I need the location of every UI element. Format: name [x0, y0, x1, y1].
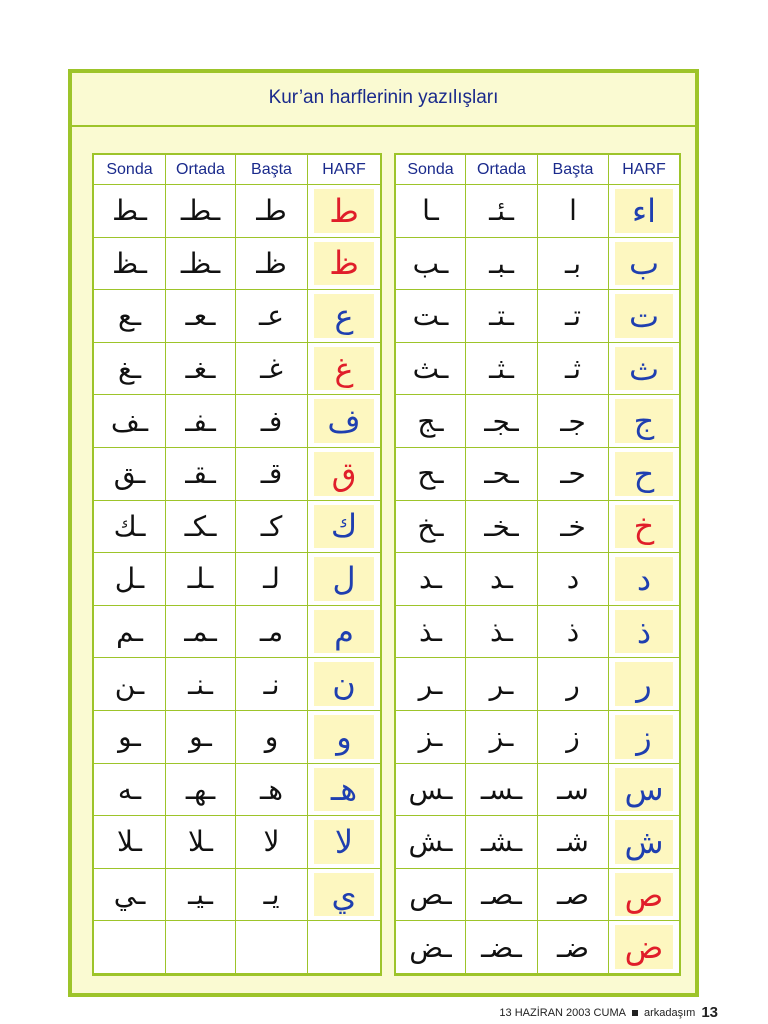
- right-header-harf: HARF: [609, 155, 679, 185]
- right-cell-sonda: ـز: [396, 711, 466, 764]
- left-cell-ortada: ـهـ: [166, 764, 236, 817]
- right-cell-sonda: ـش: [396, 816, 466, 869]
- right-cell-ortada: ـر: [466, 658, 538, 711]
- right-cell-harf: [609, 343, 679, 396]
- left-cell-sonda: ـظ: [94, 238, 166, 291]
- right-cell-basta: حـ: [538, 448, 609, 501]
- harf-letter: ف: [327, 402, 361, 441]
- left-cell-harf: [308, 606, 380, 659]
- right-letter-grid: [396, 155, 679, 974]
- left-cell-basta: و: [236, 711, 308, 764]
- harf-letter: ب: [628, 244, 660, 283]
- left-cell-ortada: ـعـ: [166, 290, 236, 343]
- right-cell-ortada: ـثـ: [466, 343, 538, 396]
- right-cell-basta: ثـ: [538, 343, 609, 396]
- left-cell-ortada: ـظـ: [166, 238, 236, 291]
- right-cell-harf: [609, 869, 679, 922]
- left-cell-harf: [308, 764, 380, 817]
- left-cell-basta: غـ: [236, 343, 308, 396]
- left-cell-basta: لـ: [236, 553, 308, 606]
- right-cell-harf: [609, 185, 679, 238]
- left-cell-sonda: ـل: [94, 553, 166, 606]
- title-bar: [72, 73, 695, 127]
- right-cell-sonda: ـح: [396, 448, 466, 501]
- harf-letter: ك: [330, 507, 358, 546]
- left-cell-basta: [236, 921, 308, 974]
- page-title: Kur’an harflerinin yazılışları: [268, 87, 499, 108]
- left-cell-ortada: ـلا: [166, 816, 236, 869]
- harf-letter: ل: [332, 559, 356, 598]
- right-cell-sonda: ـس: [396, 764, 466, 817]
- left-letter-grid: [94, 155, 380, 974]
- harf-letter: ي: [331, 875, 357, 914]
- right-cell-basta: سـ: [538, 764, 609, 817]
- left-cell-sonda: ـق: [94, 448, 166, 501]
- right-cell-ortada: ـشـ: [466, 816, 538, 869]
- left-cell-basta: مـ: [236, 606, 308, 659]
- right-cell-basta: ضـ: [538, 921, 609, 974]
- letter-chart-frame: [68, 69, 699, 997]
- right-letter-table: [394, 153, 681, 976]
- harf-letter: ح: [633, 454, 655, 493]
- right-cell-sonda: ـث: [396, 343, 466, 396]
- right-cell-harf: [609, 395, 679, 448]
- right-cell-basta: جـ: [538, 395, 609, 448]
- harf-letter: ع: [334, 296, 354, 335]
- left-cell-basta: عـ: [236, 290, 308, 343]
- left-cell-harf: [308, 658, 380, 711]
- left-cell-sonda: ـم: [94, 606, 166, 659]
- right-cell-ortada: ـخـ: [466, 501, 538, 554]
- left-cell-ortada: ـطـ: [166, 185, 236, 238]
- left-cell-basta: فـ: [236, 395, 308, 448]
- left-cell-harf: [308, 448, 380, 501]
- right-cell-ortada: ـجـ: [466, 395, 538, 448]
- left-cell-ortada: ـيـ: [166, 869, 236, 922]
- harf-letter: م: [334, 612, 354, 651]
- right-cell-harf: [609, 921, 679, 974]
- left-header-ortada: Ortada: [166, 155, 236, 185]
- left-cell-sonda: ـغ: [94, 343, 166, 396]
- harf-letter: ط: [329, 191, 359, 230]
- right-cell-basta: تـ: [538, 290, 609, 343]
- right-cell-sonda: ـا: [396, 185, 466, 238]
- left-cell-harf: [308, 290, 380, 343]
- right-header-sonda: Sonda: [396, 155, 466, 185]
- harf-letter: ظ: [329, 244, 359, 283]
- left-cell-basta: ظـ: [236, 238, 308, 291]
- right-header-basta: Başta: [538, 155, 609, 185]
- right-cell-basta: خـ: [538, 501, 609, 554]
- right-cell-sonda: ـد: [396, 553, 466, 606]
- right-header-ortada: Ortada: [466, 155, 538, 185]
- right-cell-basta: ز: [538, 711, 609, 764]
- square-bullet-icon: [632, 1010, 638, 1016]
- right-cell-harf: [609, 553, 679, 606]
- harf-letter: ص: [624, 875, 664, 914]
- right-cell-ortada: ـز: [466, 711, 538, 764]
- right-cell-sonda: ـض: [396, 921, 466, 974]
- left-cell-sonda: ـلا: [94, 816, 166, 869]
- right-cell-basta: ذ: [538, 606, 609, 659]
- right-cell-harf: [609, 816, 679, 869]
- harf-letter: هـ: [330, 770, 358, 809]
- right-cell-ortada: ـئـ: [466, 185, 538, 238]
- right-cell-harf: [609, 606, 679, 659]
- right-cell-basta: صـ: [538, 869, 609, 922]
- right-cell-ortada: ـذ: [466, 606, 538, 659]
- right-cell-basta: ا: [538, 185, 609, 238]
- left-header-harf: HARF: [308, 155, 380, 185]
- right-cell-basta: ر: [538, 658, 609, 711]
- left-cell-basta: قـ: [236, 448, 308, 501]
- right-cell-sonda: ـخ: [396, 501, 466, 554]
- right-cell-basta: د: [538, 553, 609, 606]
- right-cell-ortada: ـصـ: [466, 869, 538, 922]
- right-cell-harf: [609, 238, 679, 291]
- right-cell-ortada: ـحـ: [466, 448, 538, 501]
- right-cell-sonda: ـت: [396, 290, 466, 343]
- left-cell-sonda: [94, 921, 166, 974]
- left-cell-ortada: [166, 921, 236, 974]
- harf-letter: ث: [628, 349, 660, 388]
- left-cell-harf: [308, 816, 380, 869]
- footer-date: 13 HAZİRAN 2003 CUMA: [499, 1006, 626, 1019]
- left-cell-harf: [308, 238, 380, 291]
- harf-letter: ر: [636, 665, 652, 704]
- left-cell-sonda: ـي: [94, 869, 166, 922]
- left-cell-sonda: ـط: [94, 185, 166, 238]
- right-cell-basta: شـ: [538, 816, 609, 869]
- harf-letter: ن: [332, 665, 356, 704]
- left-cell-harf: [308, 869, 380, 922]
- harf-letter: خ: [633, 507, 655, 546]
- left-cell-harf: [308, 553, 380, 606]
- right-cell-sonda: ـب: [396, 238, 466, 291]
- left-cell-basta: يـ: [236, 869, 308, 922]
- left-cell-ortada: ـغـ: [166, 343, 236, 396]
- left-cell-basta: هـ: [236, 764, 308, 817]
- right-cell-ortada: ـضـ: [466, 921, 538, 974]
- left-cell-ortada: ـقـ: [166, 448, 236, 501]
- harf-letter: اء: [632, 191, 656, 230]
- harf-letter: ذ: [636, 612, 652, 651]
- harf-letter: ج: [633, 402, 655, 441]
- left-header-sonda: Sonda: [94, 155, 166, 185]
- left-cell-harf: [308, 185, 380, 238]
- left-cell-sonda: ـو: [94, 711, 166, 764]
- left-cell-harf: [308, 501, 380, 554]
- left-cell-ortada: ـكـ: [166, 501, 236, 554]
- harf-letter: غ: [334, 349, 354, 388]
- right-cell-ortada: ـبـ: [466, 238, 538, 291]
- left-header-basta: Başta: [236, 155, 308, 185]
- harf-letter: د: [636, 559, 652, 598]
- left-cell-basta: طـ: [236, 185, 308, 238]
- right-cell-harf: [609, 764, 679, 817]
- right-cell-harf: [609, 448, 679, 501]
- right-cell-ortada: ـد: [466, 553, 538, 606]
- page-footer: [499, 1004, 718, 1021]
- left-cell-ortada: ـنـ: [166, 658, 236, 711]
- right-cell-ortada: ـسـ: [466, 764, 538, 817]
- left-cell-harf: [308, 343, 380, 396]
- right-cell-sonda: ـر: [396, 658, 466, 711]
- left-letter-table: [92, 153, 382, 976]
- left-cell-basta: كـ: [236, 501, 308, 554]
- right-cell-sonda: ـص: [396, 869, 466, 922]
- right-cell-sonda: ـذ: [396, 606, 466, 659]
- left-cell-ortada: ـلـ: [166, 553, 236, 606]
- left-cell-sonda: ـه: [94, 764, 166, 817]
- harf-letter: ق: [331, 454, 357, 493]
- left-cell-sonda: ـع: [94, 290, 166, 343]
- left-cell-ortada: ـمـ: [166, 606, 236, 659]
- left-cell-sonda: ـن: [94, 658, 166, 711]
- right-cell-harf: [609, 501, 679, 554]
- right-cell-harf: [609, 290, 679, 343]
- left-cell-ortada: ـفـ: [166, 395, 236, 448]
- harf-letter: ز: [636, 717, 652, 756]
- right-cell-harf: [609, 711, 679, 764]
- right-cell-ortada: ـتـ: [466, 290, 538, 343]
- harf-letter: لا: [334, 822, 354, 861]
- left-cell-harf: [308, 395, 380, 448]
- left-cell-harf: [308, 921, 380, 974]
- harf-letter: ض: [624, 928, 664, 967]
- harf-letter: س: [624, 770, 664, 809]
- right-cell-sonda: ـج: [396, 395, 466, 448]
- left-cell-sonda: ـف: [94, 395, 166, 448]
- left-cell-harf: [308, 711, 380, 764]
- right-cell-basta: بـ: [538, 238, 609, 291]
- footer-brand: arkadaşım: [643, 1006, 696, 1019]
- left-cell-ortada: ـو: [166, 711, 236, 764]
- left-cell-basta: لا: [236, 816, 308, 869]
- harf-letter: ت: [628, 296, 660, 335]
- page-number: 13: [701, 1004, 718, 1021]
- harf-letter: و: [336, 717, 352, 756]
- left-cell-basta: نـ: [236, 658, 308, 711]
- left-cell-sonda: ـك: [94, 501, 166, 554]
- right-cell-harf: [609, 658, 679, 711]
- harf-letter: ش: [624, 822, 664, 861]
